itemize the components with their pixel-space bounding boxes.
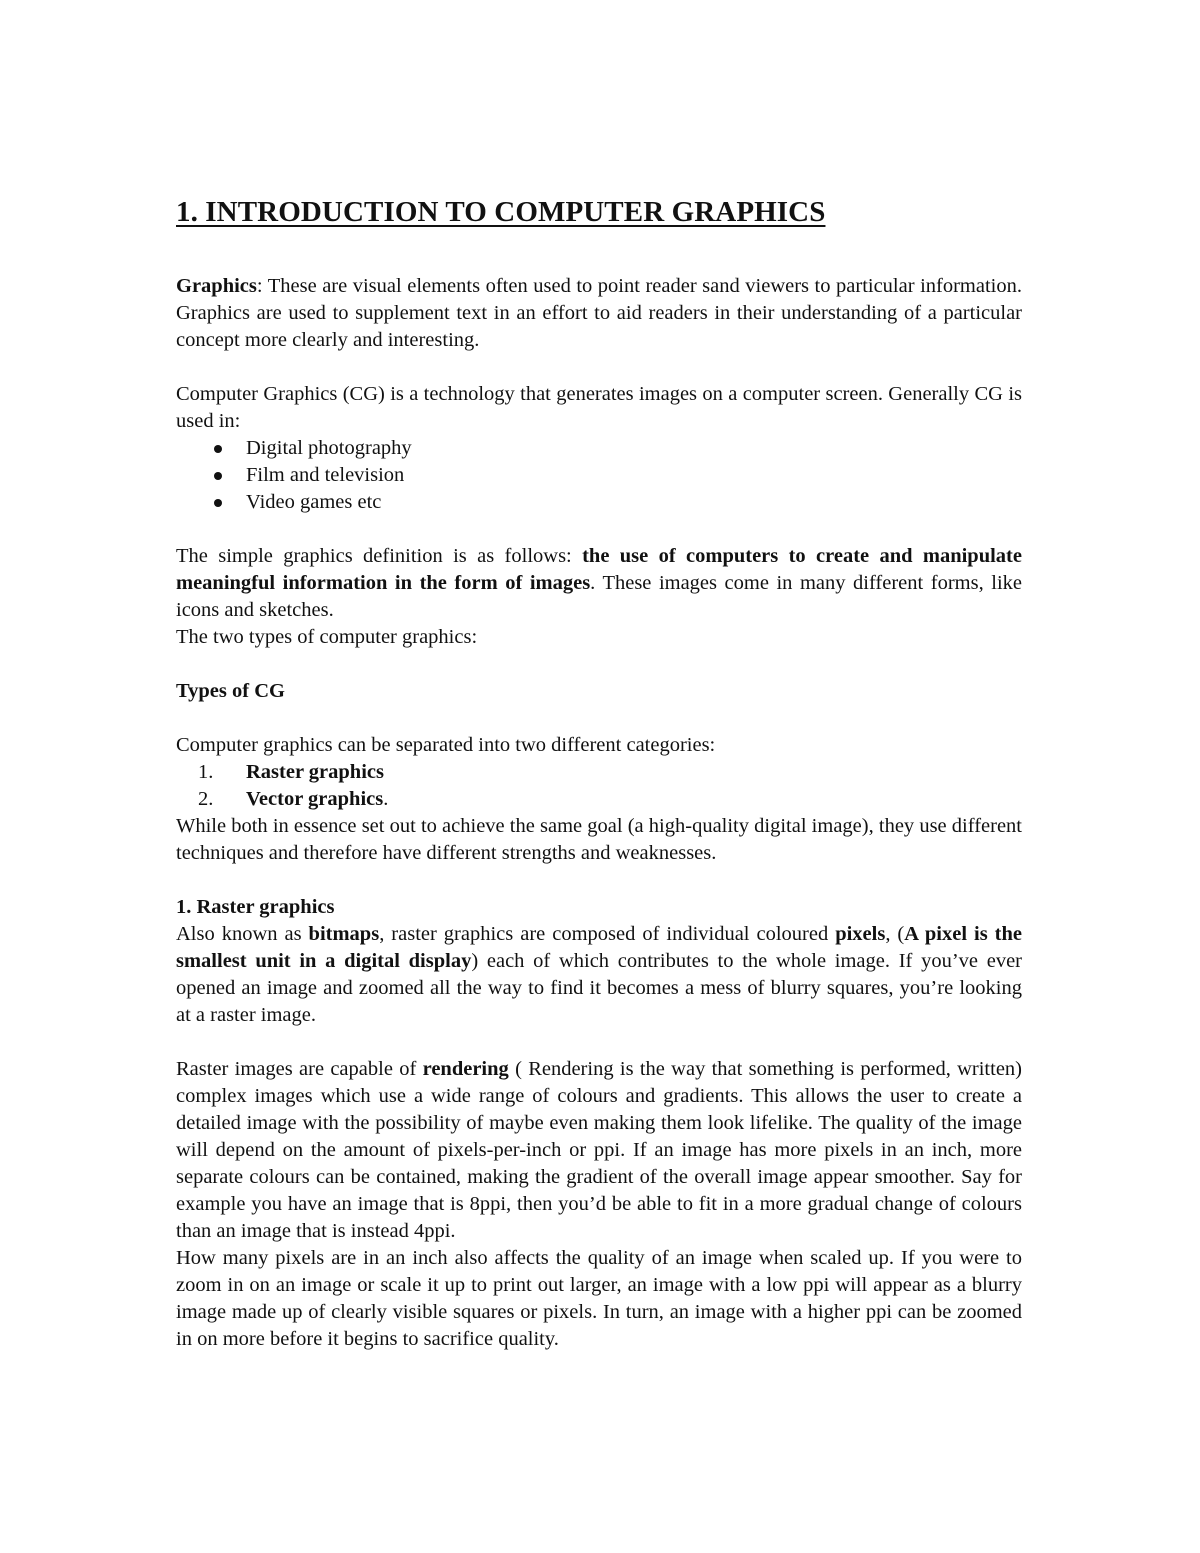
raster-heading: 1. Raster graphics bbox=[176, 896, 335, 918]
cg-uses-list bbox=[176, 435, 1022, 516]
bullet-icon bbox=[214, 472, 222, 480]
raster-paragraph-1: Also known as bitmaps, raster graphics are composed of individual coloured pixels, (A pixel is the smallest unit in a digital display) each of which contributes to the whole image. If you’ve ever opened an image and zoomed all the way to find it becomes a mess of blurry squares, you’re looking at a raster image. bbox=[176, 923, 1023, 1026]
list-item: Film and television bbox=[176, 462, 1022, 489]
simple-definition-paragraph: The simple graphics definition is as follows: the use of computers to create and manipulate meaningful information in the form of images. These images come in many different forms, like icons and sketches. bbox=[176, 545, 1022, 621]
list-number: 1. bbox=[198, 761, 214, 783]
list-item: 2. Vector graphics. bbox=[176, 786, 1022, 813]
simple-definition-bold: the use of computers to create and manipulate meaningful information in the form of images bbox=[176, 545, 1022, 594]
categories-list bbox=[176, 759, 1022, 813]
types-heading: Types of CG bbox=[176, 680, 285, 702]
page-title: 1. INTRODUCTION TO COMPUTER GRAPHICS bbox=[176, 196, 826, 228]
bullet-icon bbox=[214, 445, 222, 453]
graphics-definition bbox=[176, 273, 1022, 354]
graphics-term: Graphics bbox=[176, 275, 257, 297]
list-item: Digital photography bbox=[176, 435, 1022, 462]
list-item: Video games etc bbox=[176, 489, 1022, 516]
list-number: 2. bbox=[198, 788, 214, 810]
graphics-definition-text: : These are visual elements often used to point reader sand viewers to particular information. Graphics are used to supplement text in an effort to aid readers in their understanding of a particular concept more clearly and interesting. bbox=[176, 275, 1022, 351]
raster-paragraph-3: How many pixels are in an inch also affects the quality of an image when scaled up. If you were to zoom in on an image or scale it up to print out larger, an image with a low ppi will appear as a blurry image made up of clearly visible squares or pixels. In turn, an image with a higher ppi can be zoomed in on more before it begins to sacrifice quality. bbox=[176, 1247, 1022, 1350]
categories-intro: Computer graphics can be separated into two different categories: bbox=[176, 734, 716, 756]
two-types-line: The two types of computer graphics: bbox=[176, 626, 478, 648]
cg-intro-paragraph: Computer Graphics (CG) is a technology that generates images on a computer screen. Generally CG is used in: bbox=[176, 383, 1022, 432]
list-item: 1. Raster graphics bbox=[176, 759, 1022, 786]
categories-outro: While both in essence set out to achieve the same goal (a high-quality digital image), they use different techniques and therefore have different strengths and weaknesses. bbox=[176, 815, 1022, 864]
raster-paragraph-2: Raster images are capable of rendering ( Rendering is the way that something is performed, written) complex images which use a wide range of colours and gradients. This allows the user to create a detailed image with the possibility of maybe even making them look lifelike. The quality of the image will depend on the amount of pixels-per-inch or ppi. If an image has more pixels in an inch, more separate colours can be contained, making the gradient of the overall image appear smoother. Say for example you have an image that is 8ppi, then you’d be able to fit in a more gradual change of colours than an image that is instead 4ppi. bbox=[176, 1058, 1022, 1242]
bullet-icon bbox=[214, 499, 222, 507]
